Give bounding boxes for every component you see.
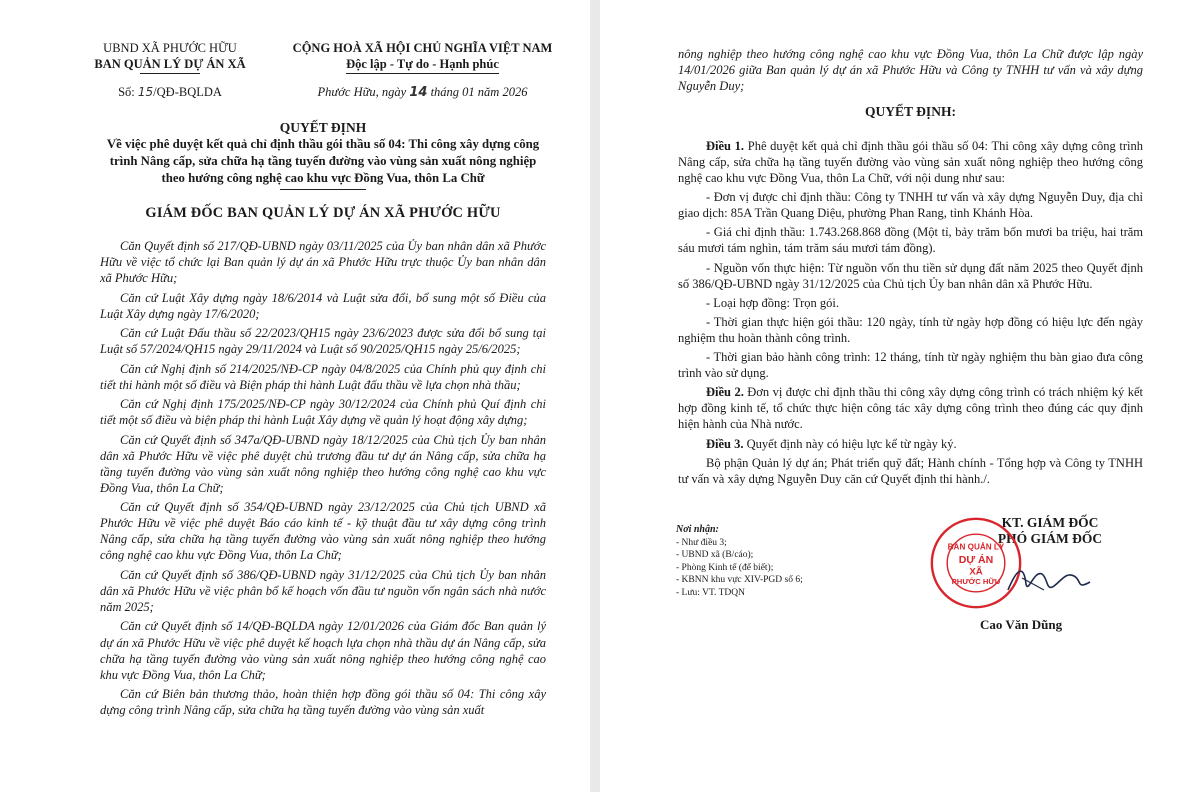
legal-basis: Căn cứ Nghị định 175/2025/NĐ-CP ngày 30/12/2024 của Chính phủ Quí định chi tiết một số điều và biện pháp thi hành Luật Xây dựng về quản lý hoạt động xây dựng;	[100, 397, 546, 428]
recipient-item: - Phòng Kinh tế (để biết);	[676, 562, 774, 573]
legal-basis: Căn cứ Nghị định số 214/2025/NĐ-CP ngày 04/8/2025 của Chính phủ quy định chi tiết thi hành một số điều và Biện pháp thi hành Luật đấu thầu về lựa chọn nhà thầu;	[100, 361, 546, 392]
document-subject: Về việc phê duyệt kết quả chỉ định thầu gói thầu số 04: Thi công xây dựng công trình Nâng cấp, sửa chữa hạ tầng tuyến đường vào vùng sản xuất nông nghiệp theo hướng công nghệ cao khu vực Đồng Vua, thôn La Chữ	[106, 137, 540, 185]
legal-basis: Căn cứ Quyết định số 14/QĐ-BQLDA ngày 12/01/2026 của Giám đốc Ban quản lý dự án xã Phước Hữu về việc phê duyệt kế hoạch lựa chọn nhà thầu dự án Nâng cấp, sửa chữa hạ tầng tuyến đường vào vùng sản xuất nông nghiệp theo hướng công nghệ cao khu vực Đồng Vua, thôn La Chữ;	[100, 619, 546, 682]
article-1	[678, 138, 1143, 186]
number-suffix: /QĐ-BQLDA	[153, 85, 222, 99]
recipient-item: - UBND xã (B/cáo);	[676, 550, 754, 561]
article-3-label: Điều 3.	[706, 436, 744, 451]
document-title: QUYẾT ĐỊNH	[279, 120, 367, 135]
svg-text:PHƯỚC HỮU: PHƯỚC HỮU	[951, 577, 1001, 587]
national-header	[265, 40, 580, 101]
signature-title: KT. GIÁM ĐỐC	[1001, 515, 1099, 530]
agency-name: BAN QUẢN LÝ DỰ ÁN XÃ	[94, 57, 246, 71]
legal-basis: Căn cứ Biên bản thương thảo, hoàn thiện hợp đồng gói thầu số 04: Thi công xây dựng công trình Nâng cấp, sửa chữa hạ tầng tuyến đường vào vùng sản xuất	[100, 687, 546, 718]
recipients-title: Nơi nhận:	[676, 524, 719, 535]
decision-heading: QUYẾT ĐỊNH:	[865, 104, 956, 119]
legal-basis: Căn Quyết định số 217/QĐ-UBND ngày 03/11/2025 của Ủy ban nhân dân xã Phước Hữu về việc tổ chức lại Ban quản lý dự án xã Phước Hữu trực thuộc Ủy ban nhân dân xã Phước Hữu;	[100, 239, 546, 286]
svg-text:BAN QUẢN LÝ: BAN QUẢN LÝ	[947, 542, 1005, 552]
signature-position: PHÓ GIÁM ĐỐC	[997, 531, 1103, 546]
place-prefix: Phước Hữu, ngày	[317, 85, 410, 99]
number-prefix: Số:	[118, 85, 138, 99]
place-suffix: tháng 01 năm 2026	[427, 85, 528, 99]
recipient-item: - KBNN khu vực XIV-PGD số 6;	[676, 575, 803, 586]
issuing-authority: GIÁM ĐỐC BAN QUẢN LÝ DỰ ÁN XÃ PHƯỚC HỮU	[145, 205, 501, 221]
issuing-agency	[85, 40, 255, 100]
legal-bases	[100, 238, 546, 722]
article-1-item: - Thời gian thực hiện gói thầu: 120 ngày, tính từ ngày hợp đồng có hiệu lực đến ngày nghiệm thu hoàn thành công trình.	[678, 314, 1143, 345]
article-1-item: - Nguồn vốn thực hiện: Từ nguồn vốn thu tiền sử dụng đất năm 2025 theo Quyết định số 386/QĐ-UBND ngày 31/12/2025 của Chủ tịch Ủy ban nhân dân xã Phước Hữu.	[678, 260, 1143, 291]
legal-basis-continuation: nông nghiệp theo hướng công nghệ cao khu vực Đồng Vua, thôn La Chữ được lập ngày 14/01/2026 giữa Ban quản lý dự án xã Phước Hữu và Công ty TNHH tư vấn và xây dựng Nguyễn Duy;	[678, 47, 1143, 93]
legal-basis: Căn cứ Quyết định số 354/QĐ-UBND ngày 23/12/2025 của Chủ tịch UBND xã Phước Hữu về việc phê duyệt Báo cáo kinh tế - kỹ thuật đầu tư xây dựng công trình Nâng cấp, sửa chữa hạ tầng tuyến đường vào vùng sản xuất nông nghiệp theo hướng công nghệ cao khu vực Đồng Vua, thôn La Chữ;	[100, 500, 546, 563]
agency-underline	[140, 73, 200, 74]
signer-name: Cao Văn Dũng	[980, 617, 1063, 632]
svg-text:XÃ: XÃ	[969, 566, 983, 578]
article-3-text: Quyết định này có hiệu lực kể từ ngày ký.	[743, 436, 957, 451]
recipients-list	[676, 537, 896, 600]
article-2	[678, 384, 1143, 432]
article-1-item: - Loại hợp đồng: Trọn gói.	[706, 295, 840, 310]
article-1-label: Điều 1.	[706, 139, 745, 153]
handwritten-signature-icon	[1004, 560, 1094, 600]
legal-basis: Căn cứ Quyết định số 386/QĐ-UBND ngày 31/12/2025 của Chủ tịch Ủy ban nhân dân xã Phước Hữu về việc phân bổ kế hoạch vốn đầu tư nguồn vốn ngân sách nhà nước năm 2025;	[100, 567, 546, 615]
article-1-item: - Đơn vị được chỉ định thầu: Công ty TNHH tư vấn và xây dựng Nguyễn Duy, địa chỉ giao dịch: 85A Trần Quang Diệu, phường Phan Rang, tỉnh Khánh Hòa.	[678, 190, 1143, 221]
svg-text:DỰ ÁN: DỰ ÁN	[958, 554, 994, 566]
article-1-text: Phê duyệt kết quả chỉ định thầu gói thầu số 04: Thi công xây dựng công trình Nâng cấp, sửa chữa hạ tầng tuyến đường vào vùng sản xuất nông nghiệp theo hướng công nghệ cao khu vực Đồng Vua, thôn La Chữ, với nội dung như sau:	[678, 139, 1143, 185]
nation-name: CỘNG HOÀ XÃ HỘI CHỦ NGHĨA VIỆT NAM	[292, 41, 553, 55]
legal-basis: Căn cứ Luật Xây dựng ngày 18/6/2014 và Luật sửa đổi, bổ sung một số Điều của Luật Xây dựng ngày 17/6/2020;	[100, 290, 546, 321]
recipients-block	[676, 524, 896, 600]
agency-parent: UBND XÃ PHƯỚC HỮU	[103, 41, 237, 55]
number-handwritten: 15	[137, 85, 154, 99]
national-motto: Độc lập - Tự do - Hạnh phúc	[346, 56, 499, 74]
article-2-label: Điều 2.	[706, 385, 744, 400]
document-number	[85, 84, 255, 100]
decision-articles	[678, 138, 1143, 490]
recipient-item: - Như điều 3;	[676, 537, 727, 548]
article-2-text: Đơn vị được chỉ định thầu thi công xây dựng công trình có trách nhiệm ký kết hợp đồng kinh tế, tổ chức thực hiện công tác xây dựng công trình theo đúng các quy định hiện hành của Nhà nước.	[678, 385, 1144, 432]
subject-underline	[280, 189, 366, 190]
legal-basis: Căn cứ Luật Đấu thầu số 22/2023/QH15 ngày 23/6/2023 được sửa đổi bổ sung tại Luật số 57/2024/QH15 ngày 29/11/2024 và Luật số 90/2025/QH15 ngày 25/6/2025;	[100, 326, 546, 357]
closing-clause: Bộ phận Quản lý dự án; Phát triển quỹ đất; Hành chính - Tổng hợp và Công ty TNHH tư vấn và xây dựng Nguyễn Duy căn cứ Quyết định thi hành./.	[678, 455, 1143, 486]
recipient-item: - Lưu: VT. TDQN	[676, 587, 746, 598]
article-1-item: - Giá chỉ định thầu: 1.743.268.868 đồng (Một tỉ, bảy trăm bốn mươi ba triệu, hai trăm sáu mươi tám nghìn, tám trăm sáu mươi tám đồng).	[678, 225, 1143, 256]
date-day-handwritten: 14	[409, 85, 428, 100]
article-1-item: - Thời gian bảo hành công trình: 12 tháng, tính từ ngày nghiệm thu bàn giao đưa công trình vào sử dụng.	[678, 350, 1143, 381]
article-3	[678, 436, 1143, 452]
legal-basis: Căn cứ Quyết định số 347a/QĐ-UBND ngày 18/12/2025 của Chủ tịch Ủy ban nhân dân xã Phước Hữu về việc phê duyệt chủ trương đầu tư dự án Nâng cấp, sửa chữa hạ tầng tuyến đường vào vùng sản xuất nông nghiệp theo hướng công nghệ cao khu vực Đồng Vua, thôn La Chữ;	[100, 432, 546, 495]
place-date	[265, 84, 580, 101]
